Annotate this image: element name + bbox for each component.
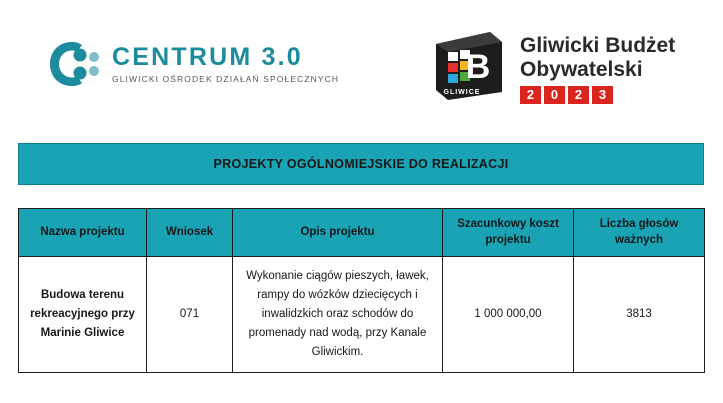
gbo-logo bbox=[428, 30, 675, 104]
column-header-opis-projektu: Opis projektu bbox=[233, 209, 443, 257]
projects-table bbox=[18, 208, 705, 373]
gbo-logo-year bbox=[520, 86, 675, 104]
centrum-3-0-logo-icon bbox=[46, 38, 102, 90]
column-header-szacunkowy-koszt: Szacunkowy koszt projektu bbox=[443, 209, 574, 257]
column-header-wniosek: Wniosek bbox=[147, 209, 233, 257]
column-header-nazwa-projektu: Nazwa projektu bbox=[19, 209, 147, 257]
centrum-logo bbox=[46, 38, 339, 90]
projects-table-body bbox=[19, 257, 705, 373]
gbo-logo-line1: Gliwicki Budżet bbox=[520, 34, 676, 57]
gbo-year-digit-4: 3 bbox=[592, 86, 613, 104]
svg-text:GLIWICE: GLIWICE bbox=[443, 89, 481, 96]
centrum-logo-text bbox=[112, 44, 339, 84]
document-header bbox=[0, 0, 723, 130]
centrum-logo-title: CENTRUM 3.0 bbox=[112, 42, 303, 71]
gbo-year-digit-1: 2 bbox=[520, 86, 541, 104]
gbo-year-digit-3: 2 bbox=[568, 86, 589, 104]
projects-table-wrapper bbox=[18, 208, 704, 373]
cell-nazwa-projektu: Budowa terenu rekreacyjnego przy Marinie Gliwice bbox=[19, 257, 147, 373]
gbo-year-digit-2: 0 bbox=[544, 86, 565, 104]
table-header-row bbox=[19, 209, 705, 257]
cell-liczba-glosow: 3813 bbox=[574, 257, 705, 373]
cell-wniosek: 071 bbox=[147, 257, 233, 373]
table-row bbox=[19, 257, 705, 373]
cell-opis-projektu: Wykonanie ciągów pieszych, ławek, rampy do wózków dziecięcych i inwalidzkich oraz schodów do promenady nad wodą, przy Kanale Gliwickim. bbox=[233, 257, 443, 373]
section-banner-title: PROJEKTY OGÓLNOMIEJSKIE DO REALIZACJI bbox=[213, 157, 509, 171]
projects-table-head bbox=[19, 209, 705, 257]
column-header-liczba-glosow: Liczba głosów ważnych bbox=[574, 209, 705, 257]
section-banner bbox=[18, 143, 704, 185]
gliwicki-budzet-obywatelski-logo-icon bbox=[428, 30, 508, 102]
centrum-logo-subtitle: GLIWICKI OŚRODEK DZIAŁAŃ SPOŁECZNYCH bbox=[112, 74, 340, 85]
svg-text:B: B bbox=[465, 48, 491, 86]
gbo-logo-text bbox=[520, 30, 675, 104]
gbo-logo-line2: Obywatelski bbox=[520, 57, 643, 81]
cell-szacunkowy-koszt: 1 000 000,00 bbox=[443, 257, 574, 373]
